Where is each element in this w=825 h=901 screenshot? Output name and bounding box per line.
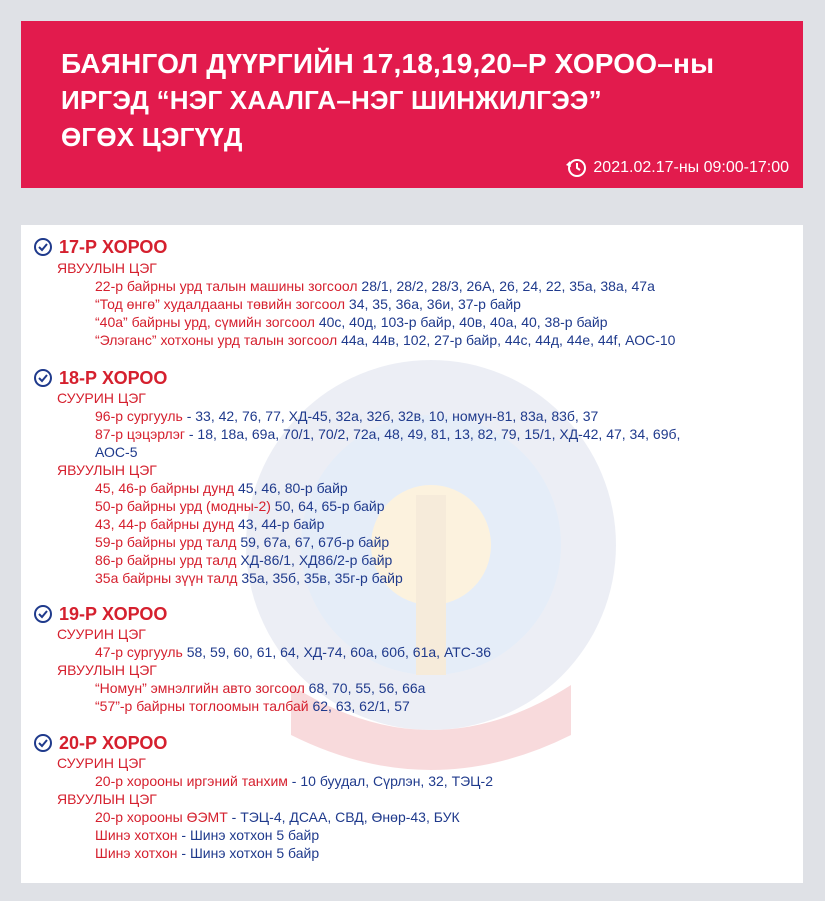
title-line-1: БАЯНГОЛ ДҮҮРГИЙН 17,18,19,20–Р ХОРОО–ны: [61, 48, 715, 79]
section-label: СУУРИН ЦЭГ: [57, 626, 146, 642]
section-title: 17-Р ХОРОО: [59, 236, 168, 257]
header-banner: [21, 21, 803, 188]
location-line: “Тод өнгө” худалдааны төвийн зогсоол 34, 35, 36а, 36и, 37-р байр: [95, 296, 521, 312]
section-label: ЯВУУЛЫН ЦЭГ: [57, 791, 157, 807]
location-line: 22-р байрны урд талын машины зогсоол 28/1, 28/2, 28/3, 26А, 26, 24, 22, 35а, 38а, 47а: [95, 278, 655, 294]
section-19-heading: [33, 603, 167, 625]
section-label: ЯВУУЛЫН ЦЭГ: [57, 462, 157, 478]
location-line: 50-р байрны урд (модны-2) 50, 64, 65-р байр: [95, 498, 385, 514]
location-line: 86-р байрны урд талд ХД-86/1, ХД86/2-р байр: [95, 552, 393, 568]
content-panel: [21, 225, 803, 883]
section-title: 19-Р ХОРОО: [59, 603, 168, 624]
section-title: 18-Р ХОРОО: [59, 367, 168, 388]
location-line: 47-р сургууль 58, 59, 60, 61, 64, ХД-74, 60а, 60б, 61а, АТС-36: [95, 644, 492, 660]
location-line: Шинэ хотхон - Шинэ хотхон 5 байр: [95, 827, 320, 843]
location-line: “Номун” эмнэлгийн авто зогсоол 68, 70, 55, 56, 66а: [95, 680, 426, 696]
location-line: АОС-5: [95, 444, 138, 460]
location-line: “57”-р байрны тоглоомын талбай 62, 63, 62/1, 57: [95, 698, 410, 714]
location-line: 59-р байрны урд талд 59, 67а, 67, 67б-р байр: [95, 534, 390, 550]
title-line-2: ИРГЭД “НЭГ ХААЛГА–НЭГ ШИНЖИЛГЭЭ”: [61, 85, 602, 115]
location-line: Шинэ хотхон - Шинэ хотхон 5 байр: [95, 845, 320, 861]
location-line: 43, 44-р байрны дунд 43, 44-р байр: [95, 516, 325, 532]
section-label: ЯВУУЛЫН ЦЭГ: [57, 260, 157, 276]
location-line: 20-р хорооны иргэний танхим - 10 буудал, Сүрлэн, 32, ТЭЦ-2: [95, 773, 493, 789]
clock-icon: [565, 158, 587, 178]
location-line: 87-р цэцэрлэг - 18, 18а, 69а, 70/1, 70/2, 72а, 48, 49, 81, 13, 82, 79, 15/1, ХД-42, 47, 34, 69б,: [95, 426, 681, 442]
check-circle-icon: [33, 237, 53, 257]
section-label: ЯВУУЛЫН ЦЭГ: [57, 662, 157, 678]
check-circle-icon: [33, 604, 53, 624]
location-line: “Элэганс” хотхоны урд талын зогсоол 44а, 44в, 102, 27-р байр, 44с, 44д, 44е, 44f, АОС-10: [95, 332, 676, 348]
section-label: СУУРИН ЦЭГ: [57, 390, 146, 406]
section-title: 20-Р ХОРОО: [59, 732, 168, 753]
location-line: 20-р хорооны ӨЭМТ - ТЭЦ-4, ДСАА, СВД, Өнөр-43, БУК: [95, 809, 460, 825]
section-20-heading: [33, 732, 167, 754]
title-line-3: ӨГӨХ ЦЭГҮҮД: [61, 122, 243, 152]
location-line: 96-р сургууль - 33, 42, 76, 77, ХД-45, 32а, 32б, 32в, 10, номун-81, 83а, 83б, 37: [95, 408, 599, 424]
date-text: 2021.02.17-ны 09:00-17:00: [593, 159, 789, 176]
check-circle-icon: [33, 733, 53, 753]
section-label: СУУРИН ЦЭГ: [57, 755, 146, 771]
check-circle-icon: [33, 368, 53, 388]
location-line: 45, 46-р байрны дунд 45, 46, 80-р байр: [95, 480, 348, 496]
location-line: “40а” байрны урд, сүмийн зогсоол 40с, 40д, 103-р байр, 40в, 40а, 40, 38-р байр: [95, 314, 608, 330]
section-18-heading: [33, 367, 167, 389]
section-17-heading: [33, 236, 167, 258]
location-line: 35а байрны зүүн талд 35а, 35б, 35в, 35г-р байр: [95, 570, 403, 586]
date-row: [565, 158, 789, 178]
